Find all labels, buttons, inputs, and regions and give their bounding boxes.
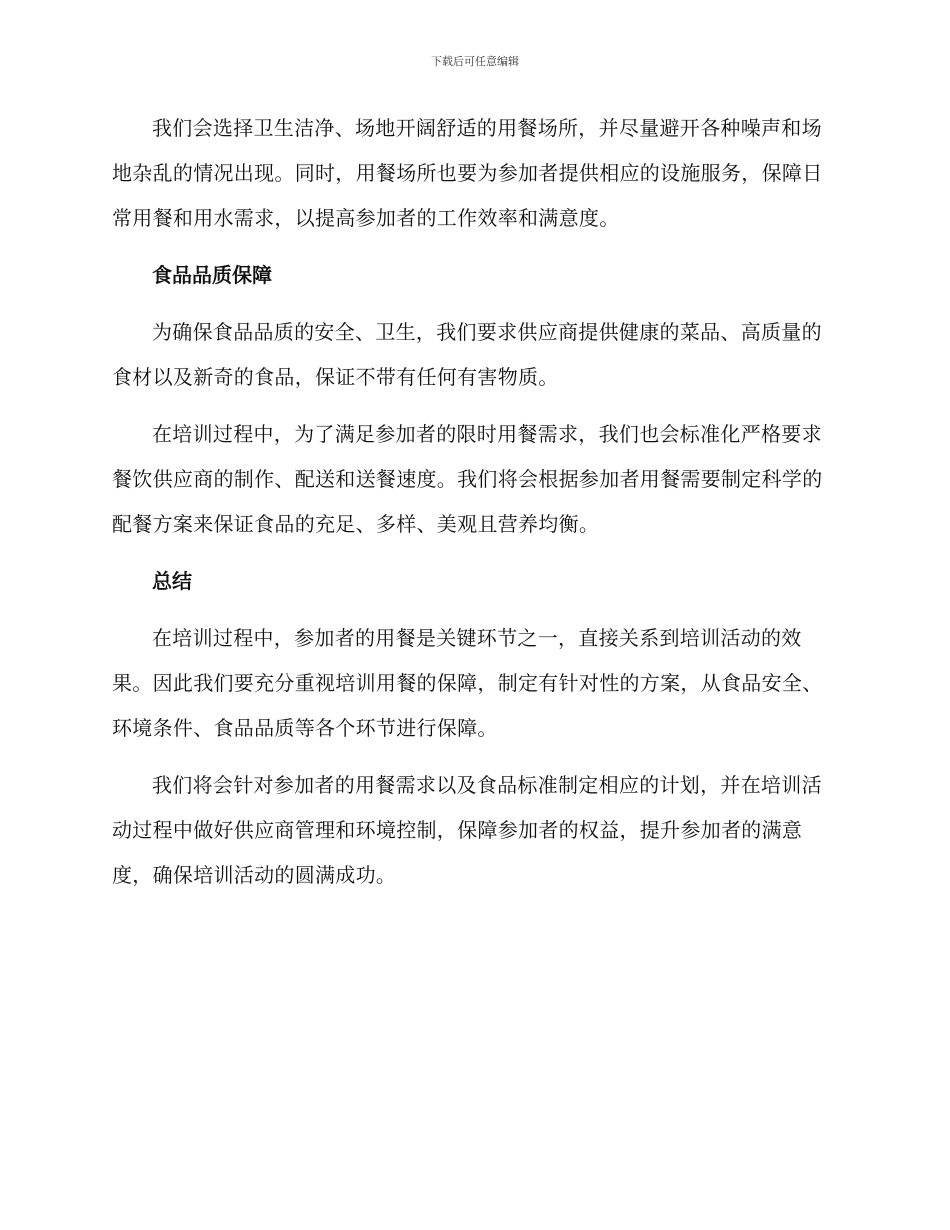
section-heading-food-quality: 食品品质保障 (152, 263, 272, 287)
paragraph-summary-1: 在培训过程中，参加者的用餐是关键环节之一，直接关系到培训活动的效果。因此我们要充分重视培训用餐的保障，制定有针对性的方案，从食品安全、环境条件、食品品质等各个环节进行保障。 (112, 626, 823, 740)
paragraph-meal-speed: 在培训过程中，为了满足参加者的限时用餐需求，我们也会标准化严格要求餐饮供应商的制作、配送和送餐速度。我们将会根据参加者用餐需要制定科学的配餐方案来保证食品的充足、多样、美观且营养均衡。 (112, 422, 823, 536)
page-header-note: 下载后可任意编辑 (431, 55, 519, 68)
paragraph-summary-2: 我们将会针对参加者的用餐需求以及食品标准制定相应的计划，并在培训活动过程中做好供应商管理和环境控制，保障参加者的权益，提升参加者的满意度，确保培训活动的圆满成功。 (112, 773, 822, 887)
section-heading-summary: 总结 (152, 569, 192, 593)
paragraph-food-safety: 为确保食品品质的安全、卫生，我们要求供应商提供健康的菜品、高质量的食材以及新奇的食品，保证不带有任何有害物质。 (112, 320, 822, 389)
paragraph-venue: 我们会选择卫生洁净、场地开阔舒适的用餐场所，并尽量避开各种噪声和场地杂乱的情况出现。同时，用餐场所也要为参加者提供相应的设施服务，保障日常用餐和用水需求，以提高参加者的工作效率和满意度。 (112, 116, 823, 230)
document-body (112, 106, 832, 910)
